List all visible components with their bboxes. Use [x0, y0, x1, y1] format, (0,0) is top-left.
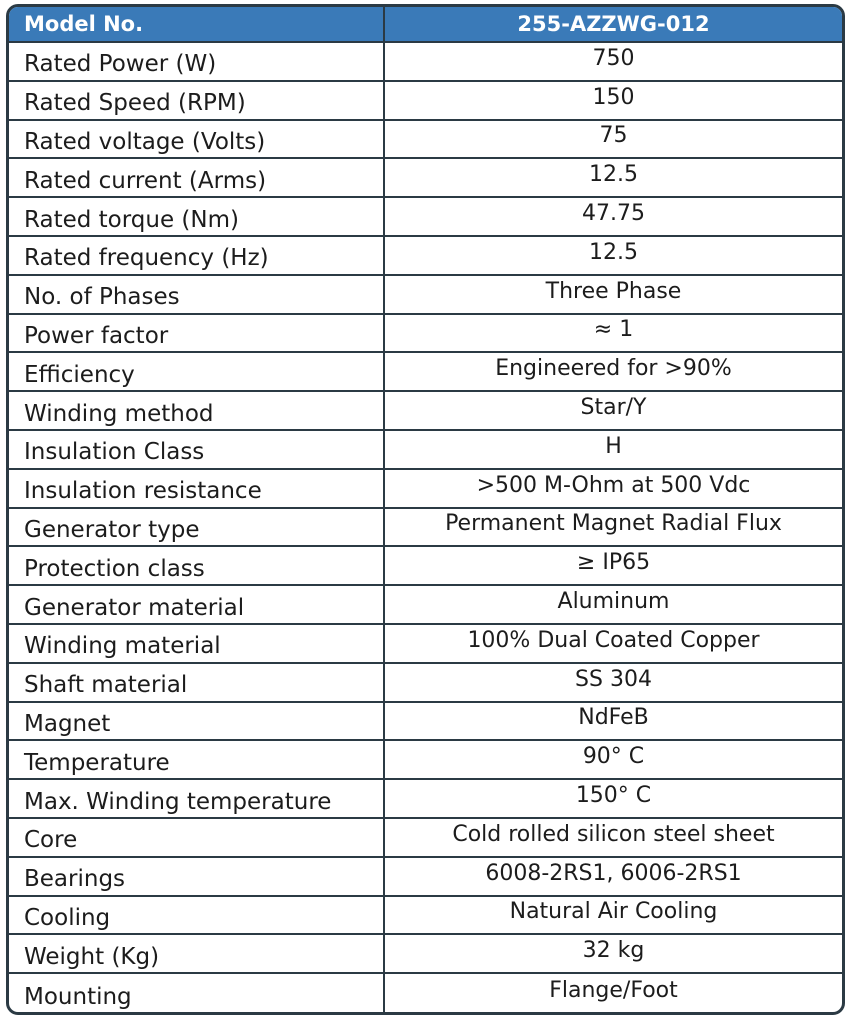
table-row — [9, 470, 842, 509]
spec-label: Rated torque (Nm) — [9, 198, 385, 235]
spec-label: Winding method — [9, 392, 385, 429]
spec-value: Permanent Magnet Radial Flux — [445, 511, 782, 537]
header-label: Model No. — [9, 7, 385, 41]
spec-value: 12.5 — [589, 239, 638, 265]
table-row — [9, 509, 842, 548]
spec-value: 90° C — [582, 744, 645, 770]
spec-value: 150° C — [575, 783, 652, 809]
spec-label: Shaft material — [9, 664, 385, 701]
spec-label: No. of Phases — [9, 276, 385, 313]
table-row — [9, 315, 842, 354]
spec-label: Weight (Kg) — [9, 935, 385, 972]
spec-value: H — [605, 433, 622, 459]
spec-label: Temperature — [9, 741, 385, 778]
table-row — [9, 353, 842, 392]
spec-value: 47.75 — [582, 201, 645, 227]
spec-label: Rated current (Arms) — [9, 159, 385, 196]
spec-value: 32 kg — [582, 938, 645, 964]
spec-value: 750 — [592, 45, 635, 71]
table-row — [9, 431, 842, 470]
spec-value: 6008-2RS1, 6006-2RS1 — [485, 860, 742, 886]
spec-value: NdFeB — [578, 705, 649, 731]
table-row — [9, 586, 842, 625]
table-row — [9, 741, 842, 780]
spec-label: Generator material — [9, 586, 385, 623]
spec-value: Natural Air Cooling — [509, 899, 718, 925]
spec-value: ≈ 1 — [593, 317, 634, 343]
spec-value: Star/Y — [580, 395, 647, 421]
header-model-number: 255-AZZWG-012 — [517, 12, 710, 36]
spec-value: >500 M-Ohm at 500 Vdc — [476, 472, 751, 498]
spec-value: 12.5 — [589, 162, 638, 188]
table-row — [9, 43, 842, 82]
table-row — [9, 159, 842, 198]
table-row — [9, 547, 842, 586]
table-row — [9, 198, 842, 237]
spec-label: Generator type — [9, 509, 385, 546]
spec-label: Magnet — [9, 703, 385, 740]
spec-label: Power factor — [9, 315, 385, 352]
table-row — [9, 276, 842, 315]
spec-label: Efficiency — [9, 353, 385, 390]
table-row — [9, 897, 842, 936]
spec-value: 75 — [599, 123, 628, 149]
spec-value: Three Phase — [545, 278, 682, 304]
spec-label: Protection class — [9, 547, 385, 584]
spec-label: Insulation Class — [9, 431, 385, 468]
spec-label: Insulation resistance — [9, 470, 385, 507]
table-row — [9, 703, 842, 742]
spec-value: Cold rolled silicon steel sheet — [452, 821, 775, 847]
spec-table — [6, 4, 845, 1015]
table-row — [9, 392, 842, 431]
table-row — [9, 625, 842, 664]
table-row — [9, 935, 842, 974]
table-row — [9, 819, 842, 858]
spec-label: Winding material — [9, 625, 385, 662]
spec-value: 150 — [592, 84, 635, 110]
spec-value: Engineered for >90% — [495, 356, 732, 382]
table-header-row — [9, 7, 842, 43]
spec-label: Rated Speed (RPM) — [9, 82, 385, 119]
spec-label: Rated frequency (Hz) — [9, 237, 385, 274]
table-row — [9, 237, 842, 276]
table-row — [9, 974, 842, 1013]
spec-label: Bearings — [9, 858, 385, 895]
spec-value: SS 304 — [575, 666, 652, 692]
spec-value: 100% Dual Coated Copper — [467, 627, 760, 653]
table-row — [9, 121, 842, 160]
spec-value: Aluminum — [557, 589, 670, 615]
spec-label: Max. Winding temperature — [9, 780, 385, 817]
table-row — [9, 780, 842, 819]
table-row — [9, 858, 842, 897]
table-row — [9, 82, 842, 121]
spec-value: Flange/Foot — [549, 978, 678, 1004]
spec-label: Core — [9, 819, 385, 856]
table-body — [9, 43, 842, 1013]
spec-label: Mounting — [9, 974, 385, 1013]
spec-label: Cooling — [9, 897, 385, 934]
spec-label: Rated Power (W) — [9, 43, 385, 80]
table-row — [9, 664, 842, 703]
spec-value: ≥ IP65 — [576, 550, 651, 576]
spec-label: Rated voltage (Volts) — [9, 121, 385, 158]
